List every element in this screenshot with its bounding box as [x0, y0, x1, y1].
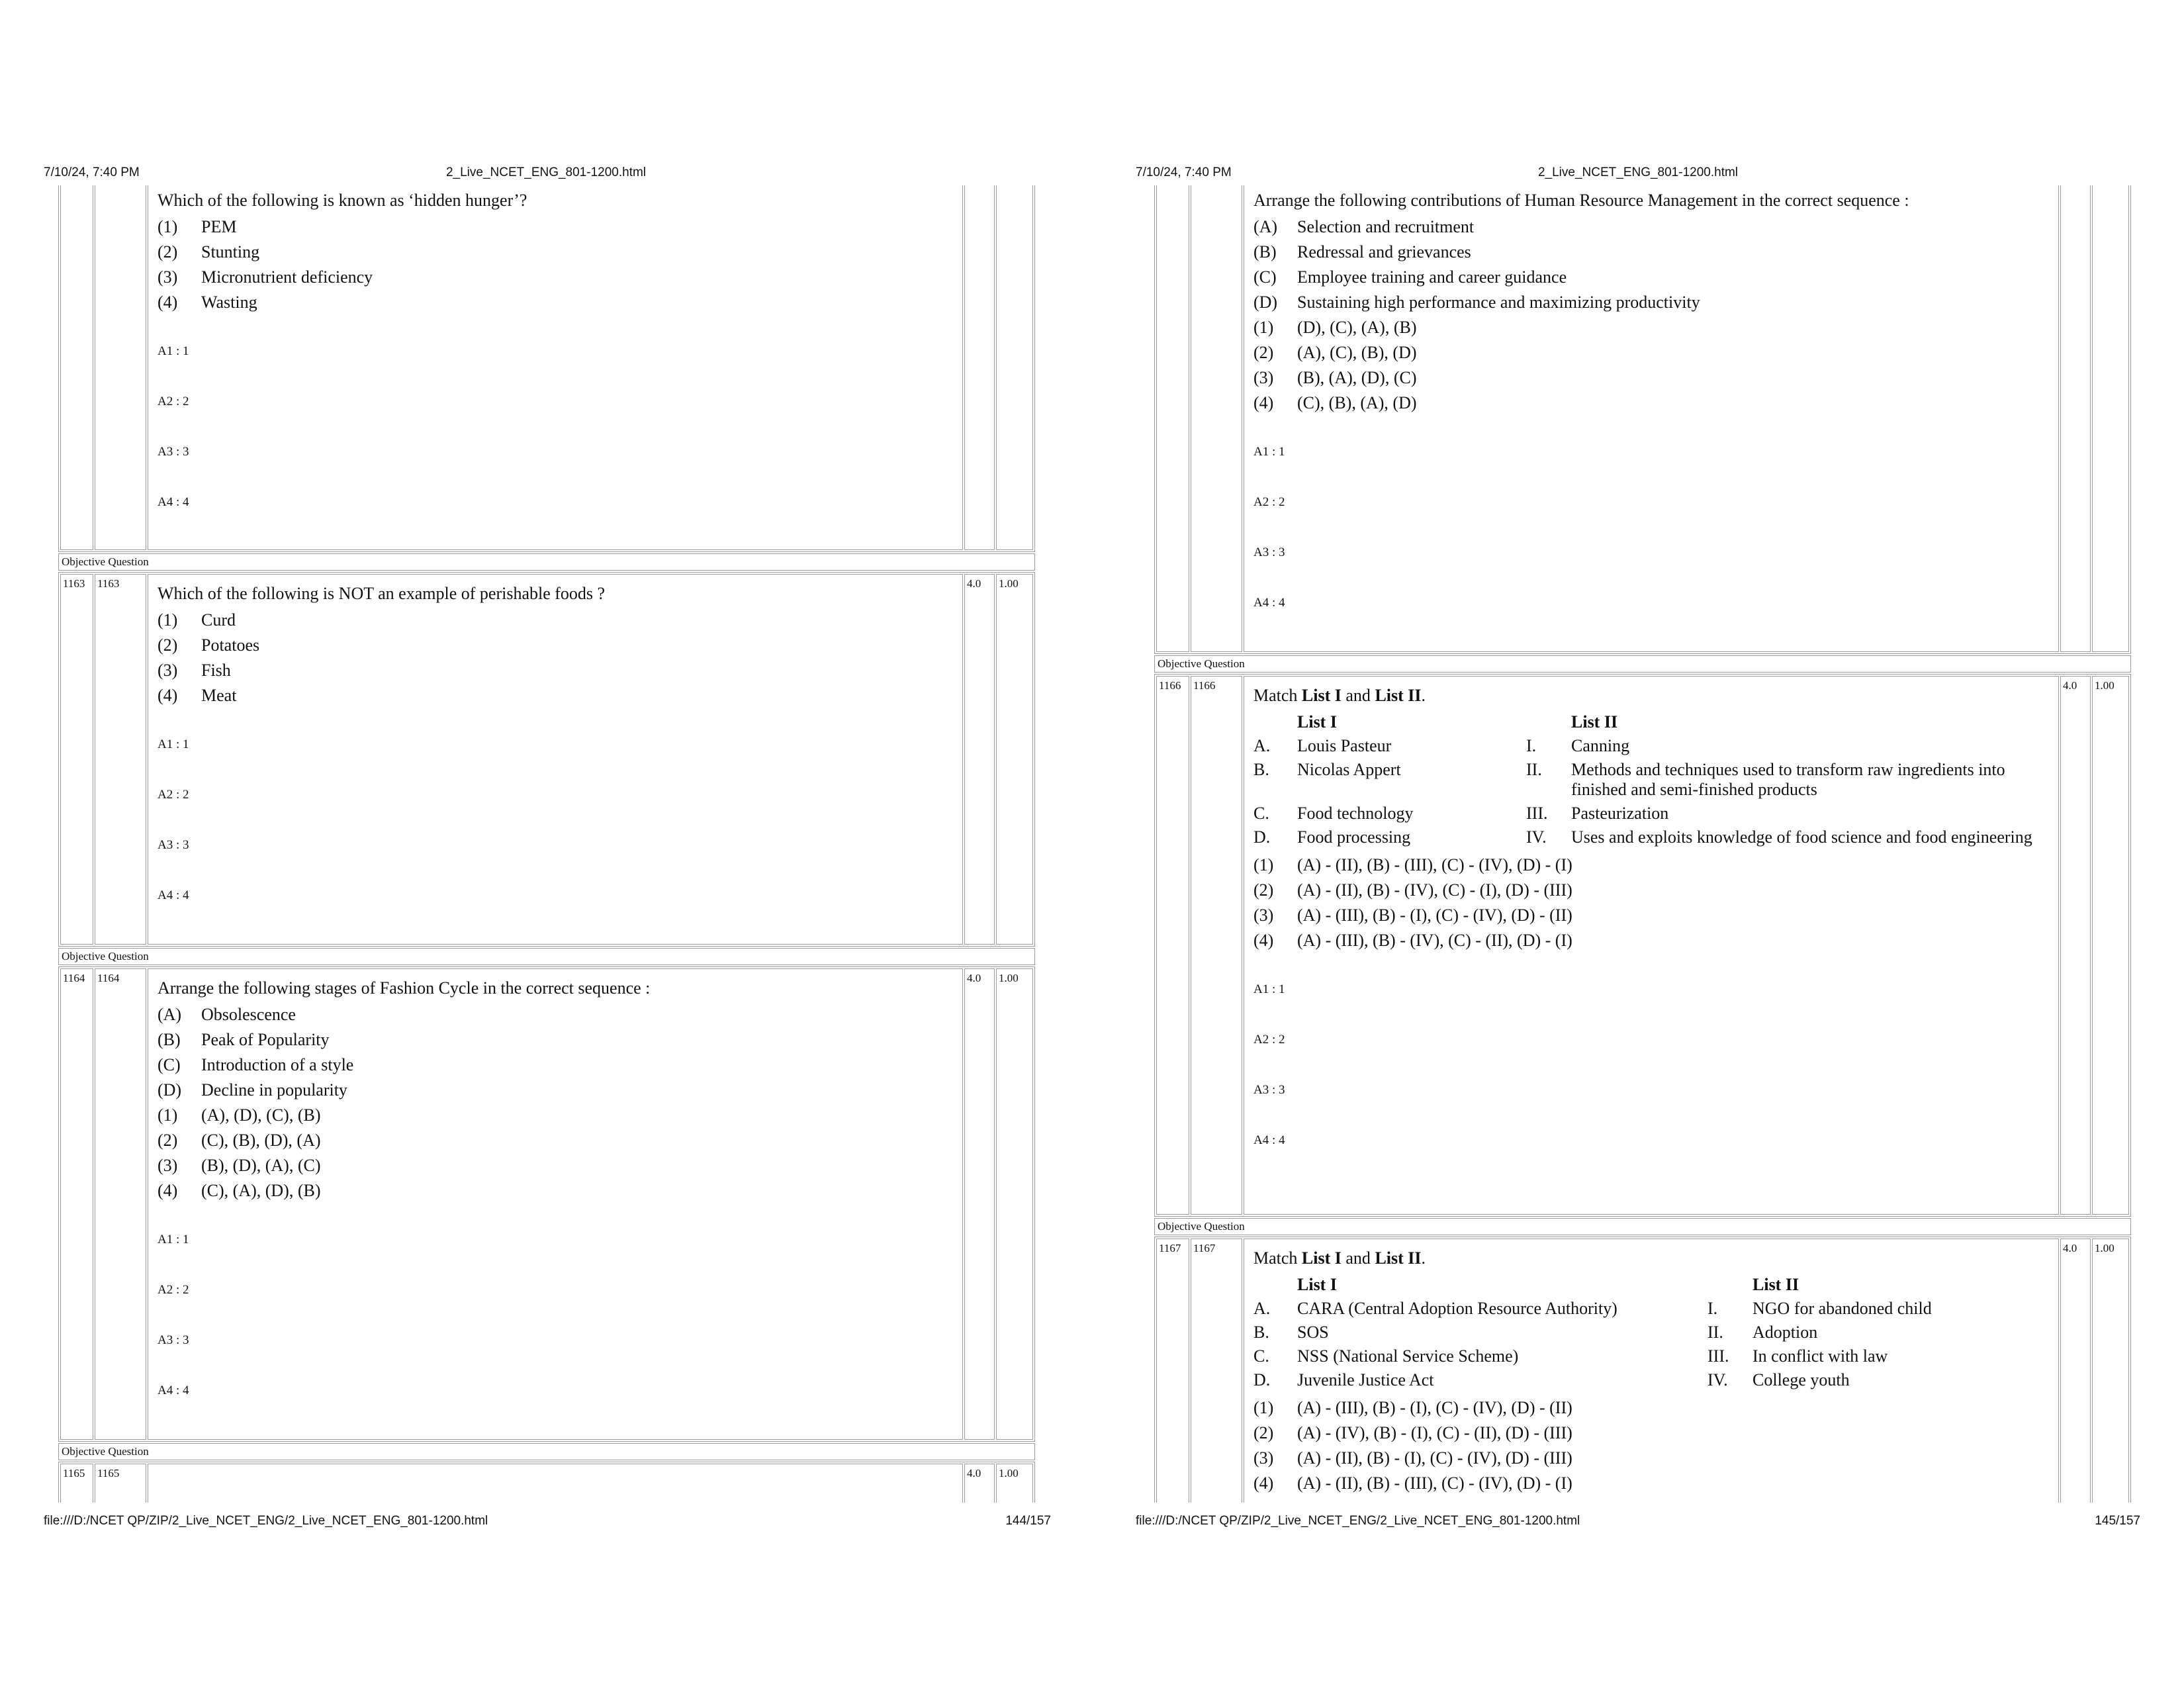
- option: (2) Stunting: [158, 242, 260, 261]
- option: (3) Micronutrient deficiency: [158, 267, 373, 287]
- question-body: [148, 574, 963, 945]
- answer-label: A3 : 3: [1253, 545, 1285, 559]
- serial-number: 1167: [1156, 1239, 1189, 1503]
- option: (2) (A) - (II), (B) - (IV), (C) - (I), (D) - (III): [1253, 880, 1572, 900]
- question-row-1167: [1154, 1237, 2131, 1503]
- sequence-item: (C) Employee training and career guidance: [1253, 267, 1567, 287]
- question-row-1162: [58, 185, 1035, 552]
- question-stem: Match List I and List II.: [1253, 686, 1426, 705]
- option: (2) Potatoes: [158, 635, 260, 655]
- serial-number: 1166: [1156, 676, 1189, 1215]
- question-type-label: Objective Question: [1154, 655, 2131, 673]
- question-stem: Which of the following is NOT an example of perishable foods ?: [158, 584, 606, 603]
- option: (4) (C), (A), (D), (B): [158, 1181, 321, 1200]
- question-id: 1165: [95, 1464, 146, 1503]
- question-body: [1244, 185, 2059, 652]
- question-row-1166: [1154, 674, 2131, 1217]
- sequence-item: (C) Introduction of a style: [158, 1055, 354, 1074]
- marks: 4.0: [2060, 1239, 2091, 1503]
- option: (3) (B), (D), (A), (C): [158, 1156, 321, 1175]
- question-stem: Match List I and List II.: [1253, 1248, 1426, 1268]
- match-row: C. Food technology III. Pasteurization: [1253, 804, 1669, 823]
- option: (4) Meat: [158, 686, 237, 705]
- answer-label: A4 : 4: [158, 495, 189, 509]
- question-stem: Which of the following is known as ‘hidden hunger’?: [158, 191, 527, 210]
- answer-label: A1 : 1: [1253, 445, 1285, 459]
- sequence-item: (A) Obsolescence: [158, 1005, 296, 1024]
- print-page-145: [1092, 0, 2184, 1688]
- answer-label: A1 : 1: [1253, 982, 1285, 996]
- option: (2) (A) - (IV), (B) - (I), (C) - (II), (D) - (III): [1253, 1423, 1572, 1442]
- negative-marks: 1.00: [996, 1464, 1033, 1503]
- option: (2) (C), (B), (D), (A): [158, 1131, 321, 1150]
- answer-label: A4 : 4: [1253, 1133, 1285, 1147]
- list-i-heading: List I: [1297, 712, 1337, 731]
- answer-label: A4 : 4: [1253, 596, 1285, 610]
- answer-label: A4 : 4: [158, 1383, 189, 1397]
- question-type-label: Objective Question: [58, 553, 1035, 571]
- negative-marks: 1.00: [2092, 1239, 2129, 1503]
- option: (4) (C), (B), (A), (D): [1253, 393, 1417, 412]
- question-body: [148, 185, 963, 550]
- option: (3) (B), (A), (D), (C): [1253, 368, 1417, 387]
- print-page-number: 144/157: [1005, 1514, 1051, 1528]
- match-row: B. SOS II. Adoption: [1253, 1323, 1818, 1342]
- match-row: D. Juvenile Justice Act IV. College youth: [1253, 1370, 1850, 1389]
- negative-marks: 1.00: [2092, 676, 2129, 1215]
- answer-label: A2 : 2: [1253, 495, 1285, 509]
- answer-label: A4 : 4: [158, 888, 189, 902]
- question-sheet: [1154, 185, 2131, 1503]
- sequence-item: (D) Sustaining high performance and maximizing productivity: [1253, 293, 1700, 312]
- question-row-1165: [1154, 185, 2131, 654]
- option: (1) (A) - (II), (B) - (III), (C) - (IV), (D) - (I): [1253, 855, 1572, 874]
- question-row-1164: [58, 966, 1035, 1442]
- option: (1) Curd: [158, 610, 236, 630]
- sequence-item: (B) Redressal and grievances: [1253, 242, 1471, 261]
- print-file-path: file:///D:/NCET QP/ZIP/2_Live_NCET_ENG/2_Live_NCET_ENG_801-1200.html: [44, 1514, 488, 1528]
- list-i-heading: List I: [1297, 1275, 1337, 1294]
- match-table: [1253, 712, 2049, 851]
- marks: 4.0: [2060, 676, 2091, 1215]
- list-ii-heading: List II: [1752, 1275, 1799, 1294]
- option: (1) (A), (D), (C), (B): [158, 1105, 321, 1125]
- question-body: [148, 968, 963, 1440]
- sequence-item: (D) Decline in popularity: [158, 1080, 347, 1100]
- match-row: D. Food processing IV. Uses and exploits knowledge of food science and food engineering: [1253, 827, 2032, 847]
- answer-label: A1 : 1: [158, 1233, 189, 1246]
- answer-label: A3 : 3: [158, 445, 189, 459]
- answer-label: A1 : 1: [158, 737, 189, 751]
- match-row: B. Nicolas Appert II. Methods and techniques used to transform raw ingredients into finished and semi-finished products: [1253, 760, 2005, 799]
- option: (4) (A) - (III), (B) - (IV), (C) - (II), (D) - (I): [1253, 931, 1572, 950]
- question-row-1165-start: [58, 1462, 1035, 1503]
- question-id: 1166: [1191, 676, 1242, 1215]
- print-file-path: file:///D:/NCET QP/ZIP/2_Live_NCET_ENG/2_Live_NCET_ENG_801-1200.html: [1136, 1514, 1580, 1528]
- question-row-1163: [58, 572, 1035, 947]
- match-table: [1253, 1275, 1932, 1394]
- answer-label: A1 : 1: [158, 344, 189, 358]
- question-type-label: Objective Question: [58, 1443, 1035, 1460]
- option: (3) (A) - (III), (B) - (I), (C) - (IV), (D) - (II): [1253, 906, 1572, 925]
- print-page-number: 145/157: [2095, 1514, 2140, 1528]
- option: (1) PEM: [158, 217, 237, 236]
- question-id: 1164: [95, 968, 146, 1440]
- answer-label: A3 : 3: [158, 838, 189, 852]
- option: (3) Fish: [158, 661, 231, 680]
- print-date: 7/10/24, 7:40 PM: [44, 165, 140, 179]
- answer-label: A3 : 3: [1253, 1083, 1285, 1097]
- question-type-label: Objective Question: [58, 948, 1035, 965]
- option: (3) (A) - (II), (B) - (I), (C) - (IV), (D) - (III): [1253, 1448, 1572, 1468]
- question-type-label: Objective Question: [1154, 1218, 2131, 1235]
- print-title: 2_Live_NCET_ENG_801-1200.html: [1537, 165, 1739, 179]
- question-body: [148, 1464, 963, 1503]
- option: (4) Wasting: [158, 293, 257, 312]
- negative-marks: 1.00: [996, 574, 1033, 945]
- question-sheet: [58, 185, 1035, 1503]
- list-ii-heading: List II: [1571, 712, 1618, 731]
- serial-number: 1165: [60, 1464, 93, 1503]
- marks: 4.0: [964, 968, 995, 1440]
- serial-number: 1163: [60, 574, 93, 945]
- option: (1) (D), (C), (A), (B): [1253, 318, 1417, 337]
- match-row: A. CARA (Central Adoption Resource Authority) I. NGO for abandoned child: [1253, 1299, 1932, 1318]
- print-date: 7/10/24, 7:40 PM: [1136, 165, 1232, 179]
- question-id: 1167: [1191, 1239, 1242, 1503]
- negative-marks: 1.00: [996, 968, 1033, 1440]
- sequence-item: (B) Peak of Popularity: [158, 1030, 330, 1049]
- match-row: A. Louis Pasteur I. Canning: [1253, 736, 1630, 755]
- answer-label: A3 : 3: [158, 1333, 189, 1347]
- answer-label: A2 : 2: [158, 788, 189, 802]
- print-title: 2_Live_NCET_ENG_801-1200.html: [445, 165, 647, 179]
- marks: 4.0: [964, 1464, 995, 1503]
- answer-label: A2 : 2: [158, 395, 189, 408]
- match-row: C. NSS (National Service Scheme) III. In conflict with law: [1253, 1346, 1888, 1366]
- option: (2) (A), (C), (B), (D): [1253, 343, 1417, 362]
- question-stem: Arrange the following contributions of Human Resource Management in the correct sequence :: [1253, 191, 1909, 210]
- serial-number: 1164: [60, 968, 93, 1440]
- question-stem: Arrange the following stages of Fashion Cycle in the correct sequence :: [158, 978, 651, 998]
- option: (1) (A) - (III), (B) - (I), (C) - (IV), (D) - (II): [1253, 1398, 1572, 1417]
- answer-label: A2 : 2: [1253, 1033, 1285, 1047]
- question-body: [1244, 676, 2059, 1215]
- question-body: [1244, 1239, 2059, 1503]
- answer-label: A2 : 2: [158, 1283, 189, 1297]
- marks: 4.0: [964, 574, 995, 945]
- option: (4) (A) - (II), (B) - (III), (C) - (IV), (D) - (I): [1253, 1474, 1572, 1493]
- question-id: 1163: [95, 574, 146, 945]
- sequence-item: (A) Selection and recruitment: [1253, 217, 1475, 236]
